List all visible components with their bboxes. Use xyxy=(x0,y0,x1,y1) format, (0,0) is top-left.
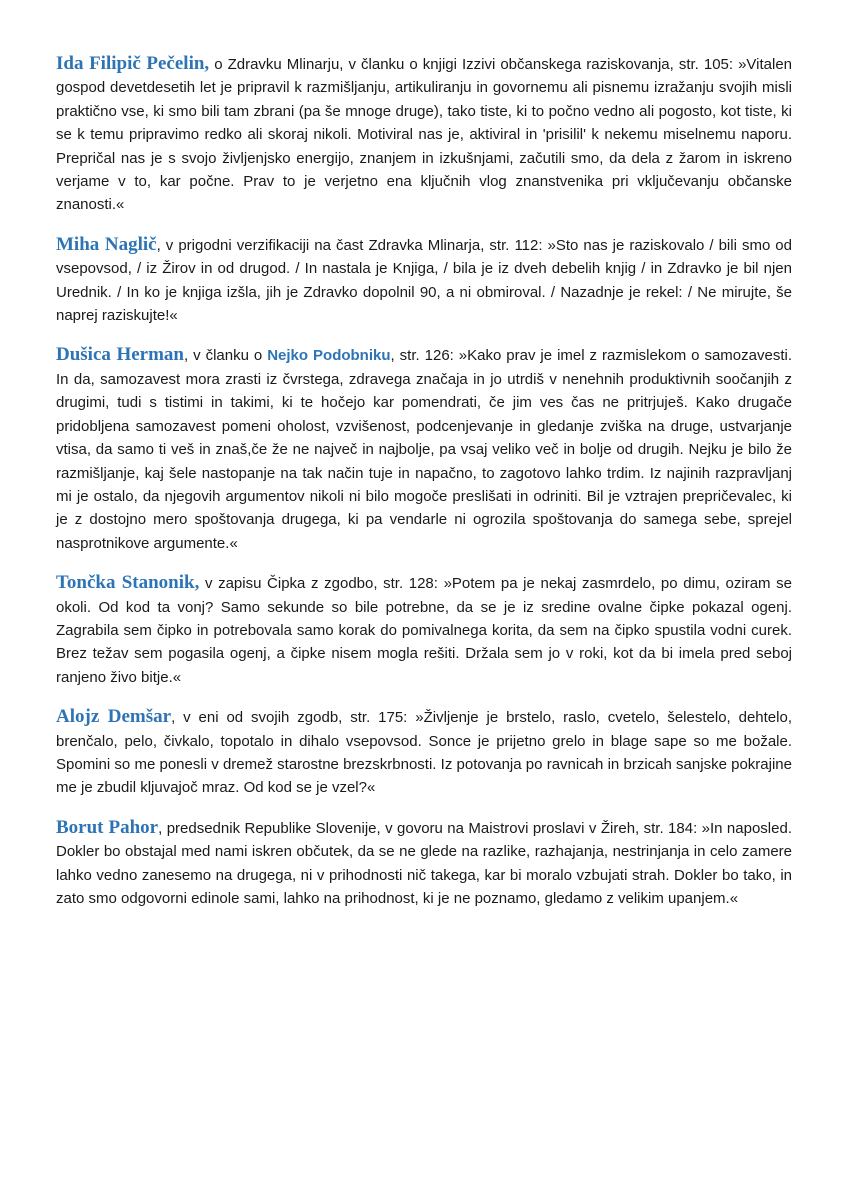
quote-text: , v prigodni verzifikaciji na čast Zdravka Mlinarja, str. 112: »Sto nas je raziskovalo / bili smo od vsepovsod, / iz Žirov in od drugod. / In nastala je Knjiga, / bila je iz dveh debelih knjig / in Zdravko je bil njen Urednik. / In ko je knjiga izšla, jih je Zdravko dopolnil 90, a ni obmiroval. / Nazadnje je rekel: / Ne mirujte, še naprej raziskujte!« xyxy=(56,236,792,325)
quote-text: , str. 126: »Kako prav je imel z razmislekom o samozavesti. In da, samozavest mora zrasti iz čvrstega, zdravega značaja in jo utrdiš v nenehnih produktivnih soočanjih z drugimi, tudi s tistimi in takimi, ki te hočejo kar pomendrati, če jim ves čas ne pritrjuješ. Kako drugače pridobljena samozavest pomeni oholost, vzvišenost, podcenjevanje in gledanje zviška na druge, ustvarjanje vtisa, da samo ti veš in znaš,če že ne največ in najbolje, pa vsaj veliko več in bolje od drugih. Nejku je bilo že razmišljanje, kaj šele nastopanje na tak način tuje in napačno, to zagotovo lahko trdim. Iz najinih razpravljanj mi je ostalo, da njegovih argumentov nikoli ni bilo mogoče preslišati in odriniti. Bil je vztrajen prepričevalec, ki je z dostojno mero spoštovanja drugega, ki pa vendarle ni ogrozila spoštovanja do samega sebe, sprejel nasprotnikove argumente.« xyxy=(56,347,792,552)
author-name: Miha Naglič xyxy=(56,233,157,255)
quote-text: , predsednik Republike Slovenije, v govoru na Maistrovi proslavi v Žireh, str. 184: »In naposled. Dokler bo obstajal med nami iskren občutek, da se ne glede na razlike, razhajanja, nestrinjanja in celo zamere lahko vedno zanesemo na drugega, ni v prihodnosti nič takega, kar bi moralo vzbujati strah. Dokler bo tako, in zato smo odgovorni edinole sami, lahko na prihodnost, ki je ne poznamo, gledamo z velikim upanjem.« xyxy=(56,819,792,907)
quote-paragraph-pahor xyxy=(56,816,792,911)
highlighted-name: Nejko Podobniku xyxy=(267,347,391,365)
author-name: Alojz Demšar xyxy=(56,706,172,728)
quote-paragraph-demsar xyxy=(56,705,792,800)
quote-paragraph-filipic xyxy=(56,52,792,217)
author-name: Dušica Herman xyxy=(56,344,184,366)
author-name: Tončka Stanonik, xyxy=(56,572,200,594)
quote-paragraph-herman xyxy=(56,343,792,555)
quote-text: , v eni od svojih zgodb, str. 175: »Življenje je brstelo, raslo, cvetelo, šelestelo, dehtelo, brenčalo, pelo, čivkalo, topotalo in dihalo vsepovsod. Sonce je prijetno grelo in blage sape so me božale. Spomini so me ponesli v dremež starostne brezskrbnosti. Iz potovanja po ravnicah in brzicah sanjske pokrajine me je zbudil kljuvajoč mraz. Od kod se je vzel?« xyxy=(56,709,792,797)
author-name: Ida Filipič Pečelin, xyxy=(56,53,210,74)
author-name: Borut Pahor xyxy=(56,816,159,838)
quote-text: o Zdravku Mlinarju, v članku o knjigi Izzivi občanskega raziskovanja, str. 105: »Vitalen gospod devetdesetih let je pripravil k razmišljanju, artikuliranju in govornemu ali pisnemu izražanju svojih misli praktično vse, ki smo bili tam zbrani (pa še mnoge druge), tako tiste, ki to počno vedno ali pogosto, kot tiste, ki se k temu pripravimo redko ali skoraj nikoli. Motiviral nas je, aktiviral in 'prisilil' k nekemu miselnemu naporu. Prepričal nas je s svojo življenjsko energijo, znanjem in izkušnjami, začutili smo, da dela z žarom in iskreno verjame v to, kar počne. Prav to je verjetno ena ključnih vlog znanstvenika pri vključevanju občanske znanosti.« xyxy=(56,56,793,214)
quote-paragraph-stanonik xyxy=(56,571,792,689)
quote-text: v zapisu Čipka z zgodbo, str. 128: »Potem pa je nekaj zasmrdelo, po dimu, oziram se okoli. Od kod ta vonj? Samo sekunde so bile potrebne, da se je iz sredine ovalne čipke pokazal ogenj. Zagrabila sem čipko in potrebovala samo korak do pomivalnega korita, da sem na čipko spustila vodni curek. Brez težav sem pogasila ogenj, a čipke nisem mogla rešiti. Držala sem jo v roki, kot da bi imela pred seboj ranjeno živo bitje.« xyxy=(56,575,792,686)
quote-paragraph-naglic xyxy=(56,233,792,328)
document-page xyxy=(56,52,792,926)
quote-text-intro: , v članku o xyxy=(183,347,268,365)
